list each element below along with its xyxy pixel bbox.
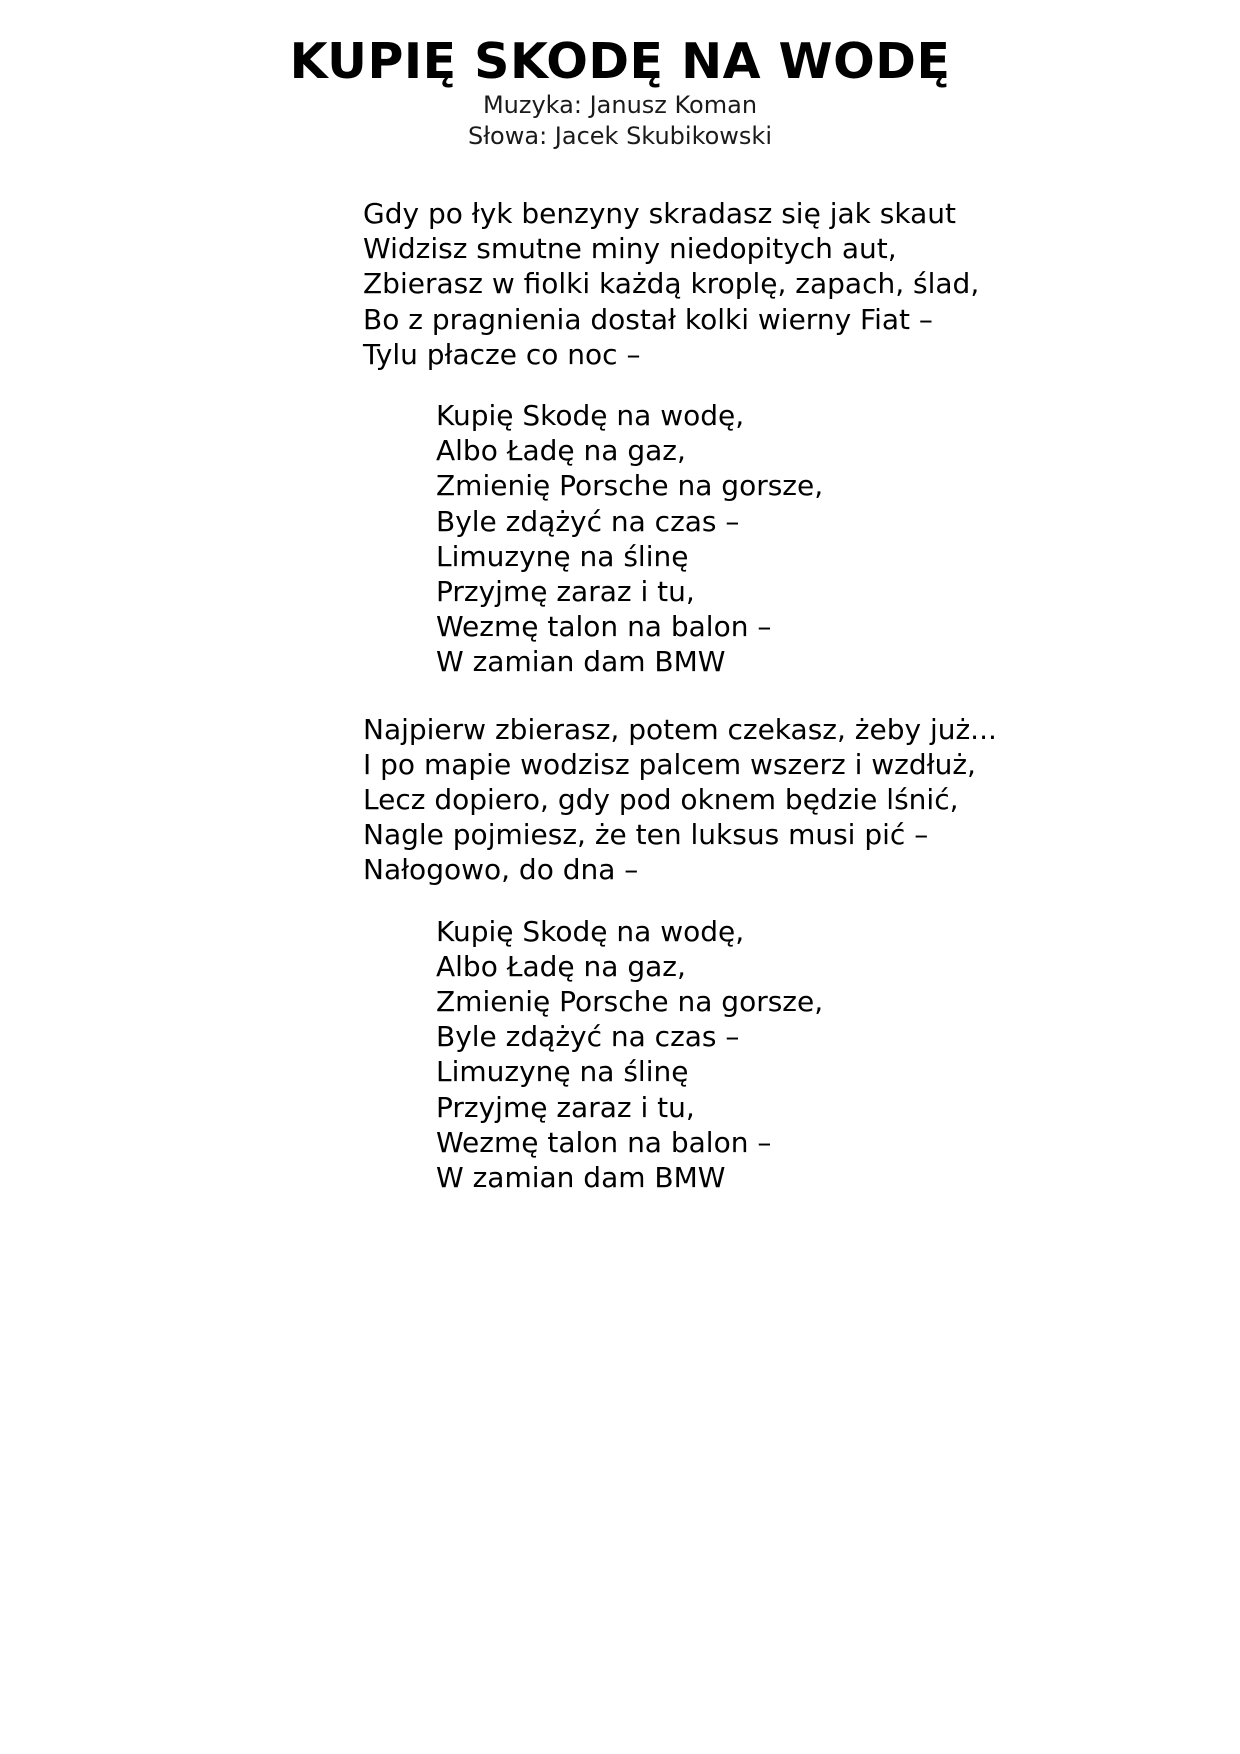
stanza-spacer <box>363 680 1183 712</box>
verse-2 <box>363 712 1183 888</box>
lyric-line: Przyjmę zaraz i tu, <box>436 575 695 609</box>
stanza-spacer <box>363 372 1183 398</box>
lyric-line: Albo Ładę na gaz, <box>436 949 686 983</box>
lyric-line: Bo z pragnienia dostał kolki wierny Fiat – <box>363 302 933 336</box>
lyric-line: I po mapie wodzisz palcem wszerz i wzdłuż, <box>363 747 976 781</box>
stanza-spacer <box>363 888 1183 914</box>
lyric-line: Gdy po łyk benzyny skradasz się jak skaut <box>363 197 956 230</box>
lyrics-body <box>363 196 1183 1195</box>
lyric-line: Byle zdążyć na czas – <box>436 504 740 538</box>
music-credit: Muzyka: Janusz Koman <box>482 91 758 119</box>
lyric-line: Przyjmę zaraz i tu, <box>436 1090 695 1124</box>
lyrics-credit: Słowa: Jacek Skubikowski <box>468 122 772 150</box>
lyric-line: Zbierasz w fiolki każdą kroplę, zapach, ślad, <box>363 267 980 301</box>
lyric-line: Wezmę talon na balon – <box>436 1125 772 1159</box>
song-title: KUPIĘ SKODĘ NA WODĘ <box>289 33 951 90</box>
lyric-line: Lecz dopiero, gdy pod oknem będzie lśnić, <box>363 783 959 817</box>
lyric-line: W zamian dam BMW <box>436 1161 726 1195</box>
lyric-line: Najpierw zbierasz, potem czekasz, żeby już... <box>363 712 997 746</box>
lyric-line: Tylu płacze co noc – <box>363 337 641 371</box>
lyric-line: Zmienię Porsche na gorsze, <box>436 469 824 503</box>
lyric-line: Nałogowo, do dna – <box>363 853 639 887</box>
lyric-line: Zmienię Porsche na gorsze, <box>436 985 824 1019</box>
lyric-line: W zamian dam BMW <box>436 645 726 679</box>
chorus-2 <box>436 914 1183 1196</box>
lyric-line: Kupię Skodę na wodę, <box>436 399 745 433</box>
lyric-line: Kupię Skodę na wodę, <box>436 914 745 948</box>
lyric-line: Albo Ładę na gaz, <box>436 434 686 468</box>
lyric-line: Nagle pojmiesz, że ten luksus musi pić – <box>363 818 929 852</box>
lyric-line: Byle zdążyć na czas – <box>436 1020 740 1054</box>
lyric-line: Wezmę talon na balon – <box>436 610 772 644</box>
lyric-line: Limuzynę na ślinę <box>436 1055 689 1089</box>
chorus-1 <box>436 398 1183 680</box>
lyric-line: Limuzynę na ślinę <box>436 539 689 573</box>
lyric-line: Widzisz smutne miny niedopitych aut, <box>363 232 897 266</box>
verse-1 <box>363 196 1183 372</box>
